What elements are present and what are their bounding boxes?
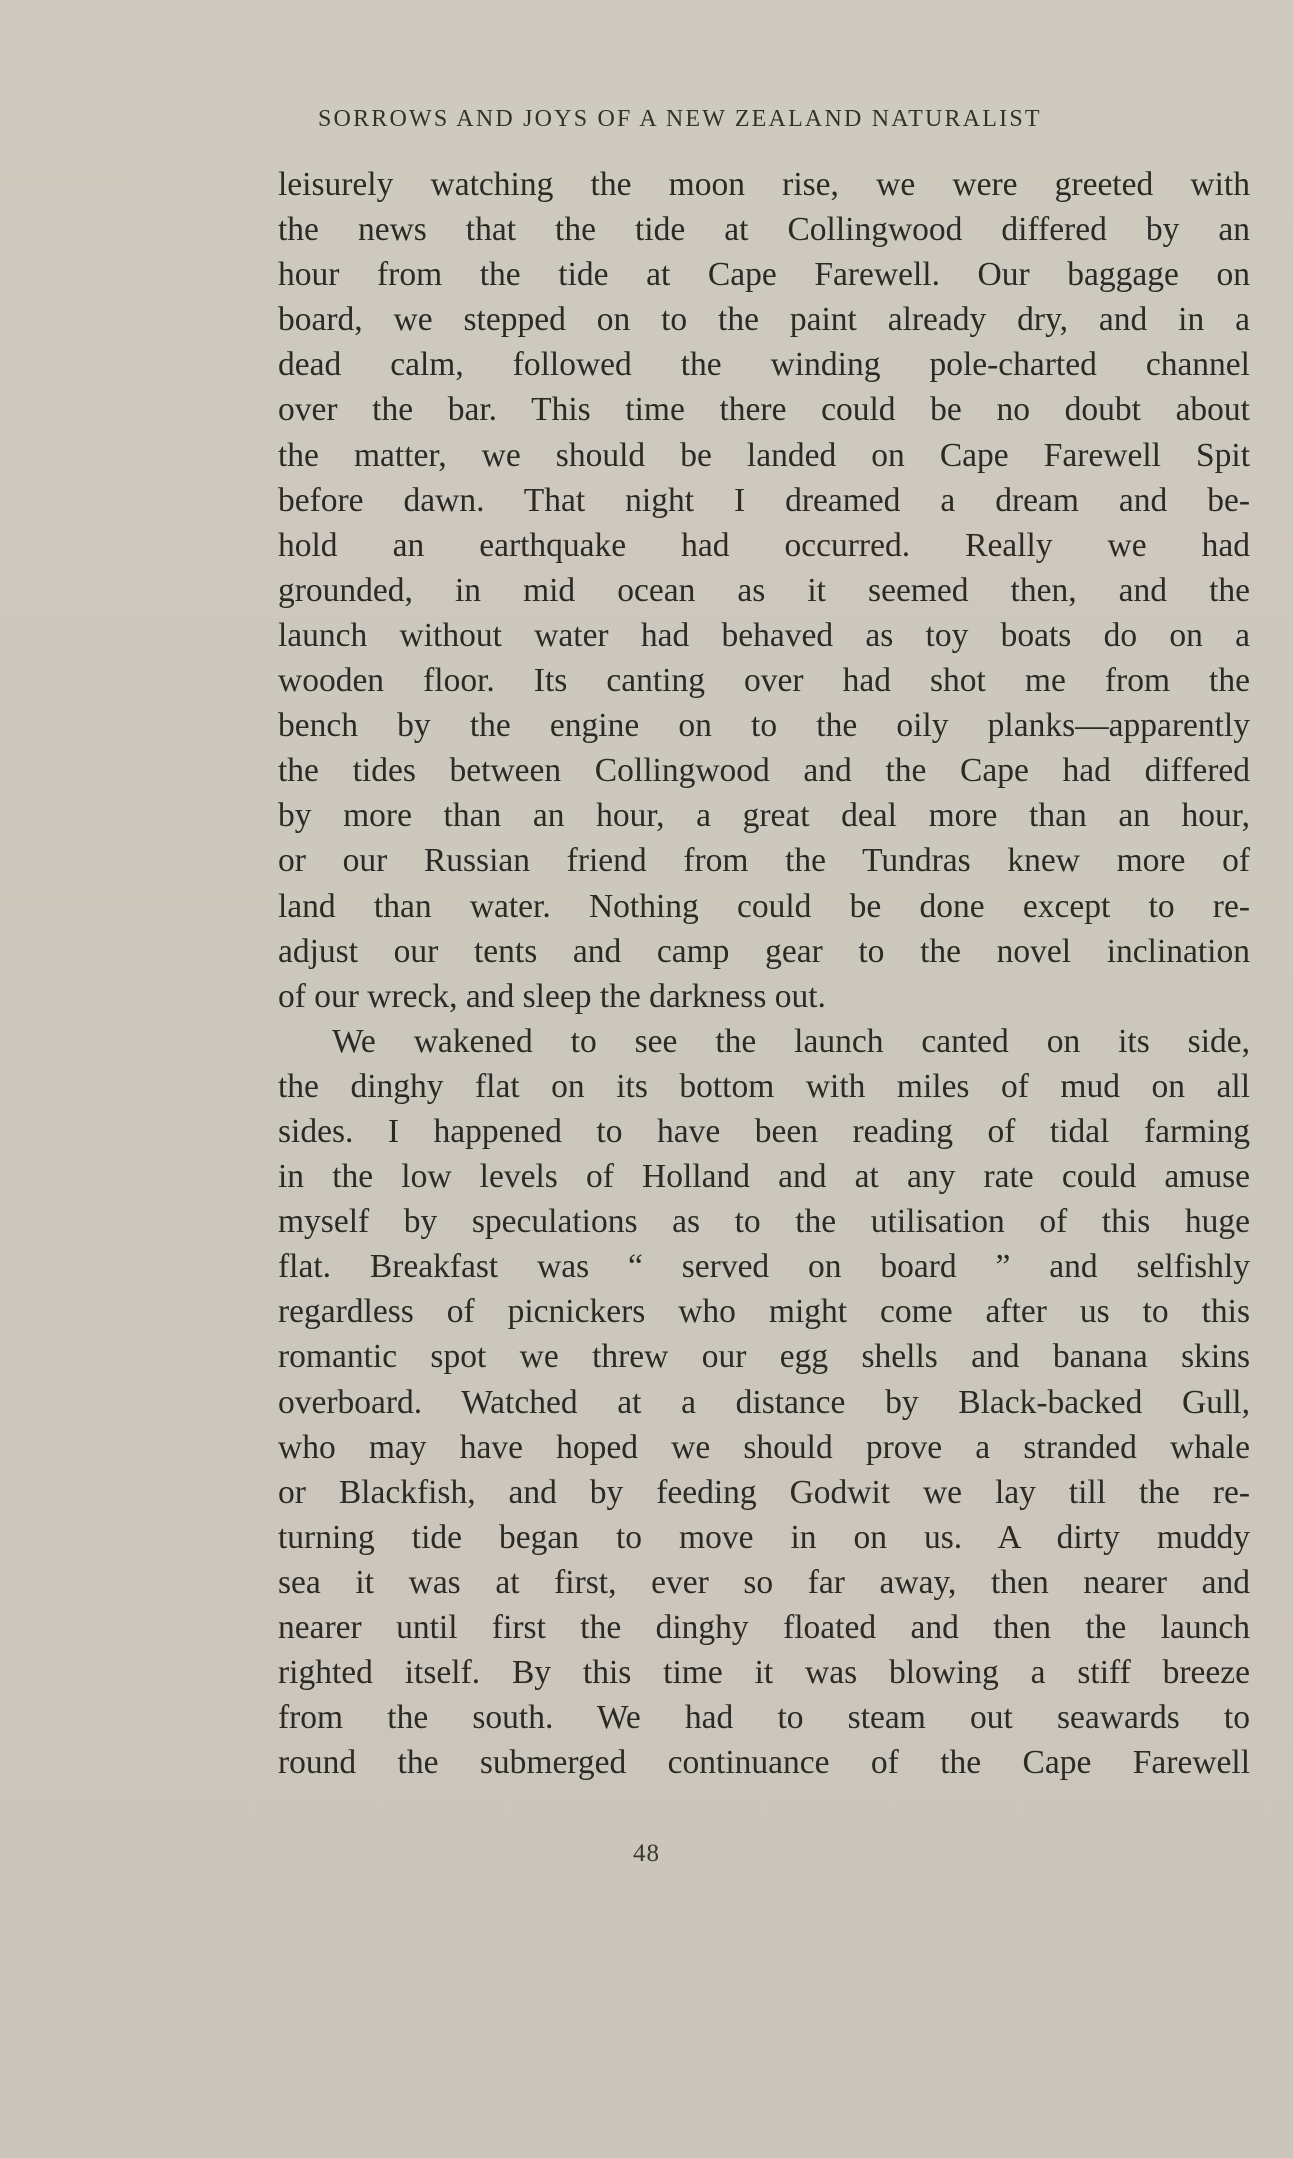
text-line: hold an earthquake had occurred. Really we had	[278, 526, 1250, 564]
text-line: wooden floor. Its canting over had shot me from the	[278, 662, 1250, 700]
page-number: 48	[633, 1840, 660, 1867]
text-line: round the submerged continuance of the Cape Farewell	[278, 1744, 1250, 1782]
text-line: flat. Breakfast was “ served on board ” and selfishly	[278, 1248, 1250, 1286]
text-line: before dawn. That night I dreamed a dream and be-	[278, 481, 1250, 519]
text-line: righted itself. By this time it was blowing a stiff breeze	[278, 1654, 1250, 1692]
body-text	[278, 162, 1250, 1785]
text-line: who may have hoped we should prove a stranded whale	[278, 1428, 1250, 1466]
text-line: myself by speculations as to the utilisation of this huge	[278, 1203, 1250, 1241]
text-line: hour from the tide at Cape Farewell. Our baggage on	[278, 256, 1250, 294]
text-line: turning tide began to move in on us. A dirty muddy	[278, 1518, 1250, 1556]
text-line: nearer until first the dinghy floated and then the launch	[278, 1609, 1250, 1646]
text-line: sides. I happened to have been reading of tidal farming	[278, 1112, 1250, 1150]
text-line: the dinghy flat on its bottom with miles of mud on all	[278, 1067, 1250, 1105]
text-line: board, we stepped on to the paint already dry, and in a	[278, 301, 1250, 339]
text-line: romantic spot we threw our egg shells and banana skins	[278, 1338, 1250, 1376]
text-line: the matter, we should be landed on Cape Farewell Spit	[278, 436, 1250, 474]
text-line: land than water. Nothing could be done except to re-	[278, 887, 1250, 925]
paragraph-1	[278, 162, 1250, 1019]
running-head: SORROWS AND JOYS OF A NEW ZEALAND NATURALIST	[318, 106, 1042, 132]
paragraph-2	[278, 1019, 1250, 1786]
text-line: dead calm, followed the winding pole-charted channel	[278, 346, 1250, 384]
text-line: We wakened to see the launch canted on its side,	[332, 1022, 1250, 1060]
text-line: grounded, in mid ocean as it seemed then, and the	[278, 571, 1250, 609]
text-line: of our wreck, and sleep the darkness out.	[278, 977, 826, 1015]
text-line: the tides between Collingwood and the Cape had differed	[278, 752, 1250, 790]
text-line: sea it was at first, ever so far away, then nearer and	[278, 1563, 1250, 1601]
text-line: launch without water had behaved as toy boats do on a	[278, 616, 1250, 654]
text-line: over the bar. This time there could be no doubt about	[278, 391, 1250, 429]
text-line: leisurely watching the moon rise, we were greeted with	[278, 166, 1250, 203]
text-line: the news that the tide at Collingwood differed by an	[278, 211, 1250, 249]
text-line: by more than an hour, a great deal more than an hour,	[278, 797, 1250, 835]
text-line: or Blackfish, and by feeding Godwit we lay till the re-	[278, 1473, 1250, 1511]
text-line: overboard. Watched at a distance by Black-backed Gull,	[278, 1383, 1250, 1421]
text-line: in the low levels of Holland and at any rate could amuse	[278, 1158, 1250, 1196]
text-line: adjust our tents and camp gear to the novel inclination	[278, 932, 1250, 970]
text-line: bench by the engine on to the oily planks—apparently	[278, 707, 1250, 745]
text-line: or our Russian friend from the Tundras knew more of	[278, 842, 1250, 880]
text-line: from the south. We had to steam out seawards to	[278, 1699, 1250, 1737]
text-line: regardless of picnickers who might come after us to this	[278, 1293, 1250, 1331]
